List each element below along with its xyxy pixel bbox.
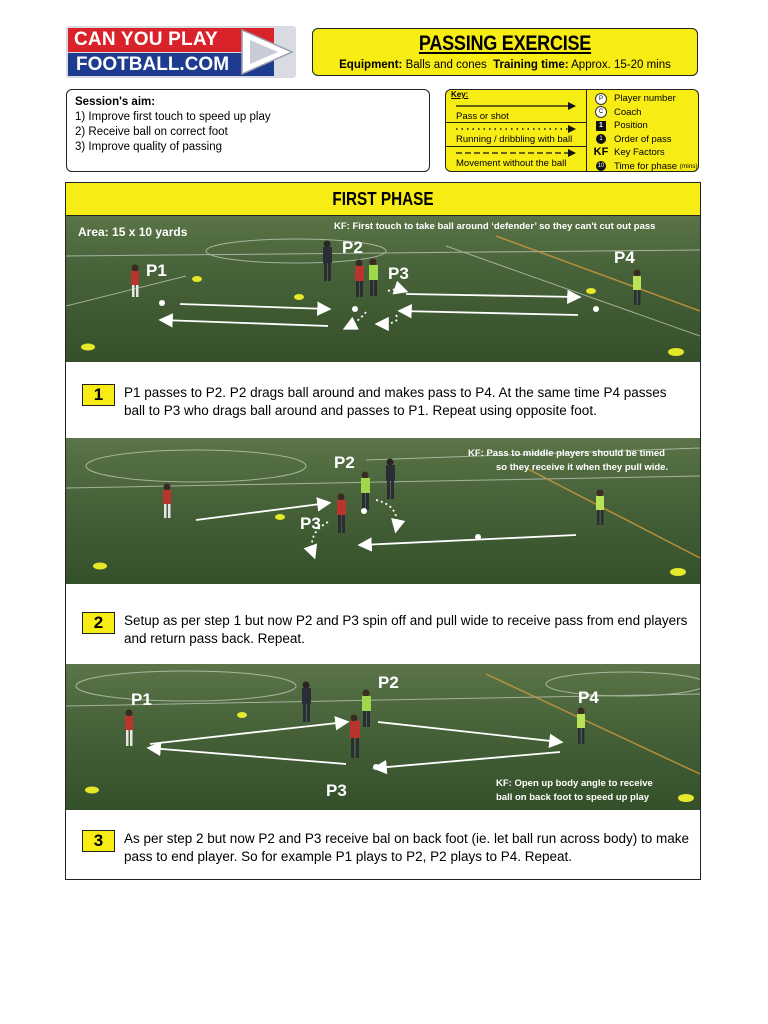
key-time-label: Time for phase xyxy=(614,160,678,172)
pitch-photo-2 xyxy=(66,438,700,584)
dribble-arrow-icon xyxy=(456,125,576,133)
play-arrow-icon xyxy=(236,28,296,76)
step-number: 2 xyxy=(82,612,115,634)
key-box xyxy=(445,89,699,172)
step-text: Setup as per step 1 but now P2 and P3 spin off and pull wide to receive pass from end players and return pass back. Repeat. xyxy=(124,613,688,646)
logo xyxy=(66,26,296,78)
key-time-unit: (mins) xyxy=(679,162,698,170)
key-coach-label: Coach xyxy=(614,106,642,118)
title-box xyxy=(312,28,698,76)
session-aim-box xyxy=(66,89,430,172)
logo-line-2: FOOTBALL.COM xyxy=(68,53,274,76)
key-position-row xyxy=(592,119,698,133)
kf-note-line-2: ball on back foot to speed up play xyxy=(496,792,650,803)
p3-label: P3 xyxy=(388,264,409,283)
p1-label: P1 xyxy=(146,261,167,280)
phase-title-bar xyxy=(66,183,700,216)
player-number-icon: P xyxy=(595,93,607,105)
p1-label: P1 xyxy=(131,690,152,709)
aim-item: 1) Improve first touch to speed up play xyxy=(75,111,271,123)
movement-arrow-icon xyxy=(456,149,576,157)
pitch-photo-3 xyxy=(66,664,700,810)
key-pass-label: Pass or shot xyxy=(456,111,509,122)
key-movement-label: Movement without the ball xyxy=(456,158,567,169)
step-number: 1 xyxy=(82,384,115,406)
key-dribble-label: Running / dribbling with ball xyxy=(456,134,573,145)
step-2 xyxy=(82,612,686,652)
position-icon: 1 xyxy=(596,121,606,131)
kf-note-line-1: KF: Pass to middle players should be timed xyxy=(468,448,665,459)
key-order-row xyxy=(592,133,698,147)
key-kf-label: Key Factors xyxy=(614,147,665,158)
key-order-label: Order of pass xyxy=(614,133,672,145)
order-of-pass-icon: 1 xyxy=(596,134,606,144)
phase-title: FIRST PHASE xyxy=(332,189,434,209)
step-3 xyxy=(82,830,690,870)
key-symbols xyxy=(592,92,698,173)
kf-note: KF: First touch to take ball around ‘defender’ so they can't cut out pass xyxy=(334,221,656,232)
key-player-row xyxy=(592,92,698,106)
step-number: 3 xyxy=(82,830,115,852)
time-value: Approx. 15-20 mins xyxy=(571,59,671,71)
pitch-photo-1 xyxy=(66,216,700,362)
equipment-line xyxy=(313,59,697,71)
coach-icon: C xyxy=(595,106,607,118)
kf-note-line-2: so they receive it when they pull wide. xyxy=(496,462,669,473)
key-position-label: Position xyxy=(614,120,648,131)
pass-arrow-icon xyxy=(456,102,576,110)
kf-note-line-1: KF: Open up body angle to receive xyxy=(496,778,653,789)
key-heading: Key: xyxy=(451,90,469,99)
p2-label: P2 xyxy=(334,453,355,472)
key-time-row xyxy=(592,160,698,174)
p2-label: P2 xyxy=(378,673,399,692)
time-label: Training time: xyxy=(493,59,569,71)
step-1 xyxy=(82,384,686,424)
equipment-label: Equipment: xyxy=(339,59,403,71)
aim-item: 2) Receive ball on correct foot xyxy=(75,126,228,138)
key-coach-row xyxy=(592,106,698,120)
aim-item: 3) Improve quality of passing xyxy=(75,141,223,153)
step-text: P1 passes to P2. P2 drags ball around and makes pass to P4. At the same time P4 passes ball to P3 who drags ball around and passes to P1. Repeat using opposite foot. xyxy=(124,385,667,418)
drill-photo-1 xyxy=(66,216,700,362)
equipment-value: Balls and cones xyxy=(405,59,487,71)
drill-photo-2 xyxy=(66,438,700,584)
logo-line-1: CAN YOU PLAY xyxy=(68,28,274,52)
time-icon: 10 xyxy=(597,163,605,170)
area-label: Area: 15 x 10 yards xyxy=(78,225,188,239)
p4-label: P4 xyxy=(614,248,635,267)
page-title: PASSING EXERCISE xyxy=(418,32,592,55)
p4-label: P4 xyxy=(578,688,599,707)
aim-heading: Session's aim: xyxy=(75,96,156,108)
p2-label: P2 xyxy=(342,238,363,257)
key-factors-icon: KF xyxy=(593,146,609,158)
p3-label: P3 xyxy=(300,514,321,533)
drill-photo-3 xyxy=(66,664,700,810)
key-player-label: Player number xyxy=(614,93,676,104)
key-kf-row xyxy=(592,146,698,160)
step-text: As per step 2 but now P2 and P3 receive bal on back foot (ie. let ball run across body) to make pass to end player. So for example P1 plays to P2, P2 plays to P4. Repeat. xyxy=(124,831,690,864)
p3-label: P3 xyxy=(326,781,347,800)
key-lines xyxy=(446,90,587,171)
